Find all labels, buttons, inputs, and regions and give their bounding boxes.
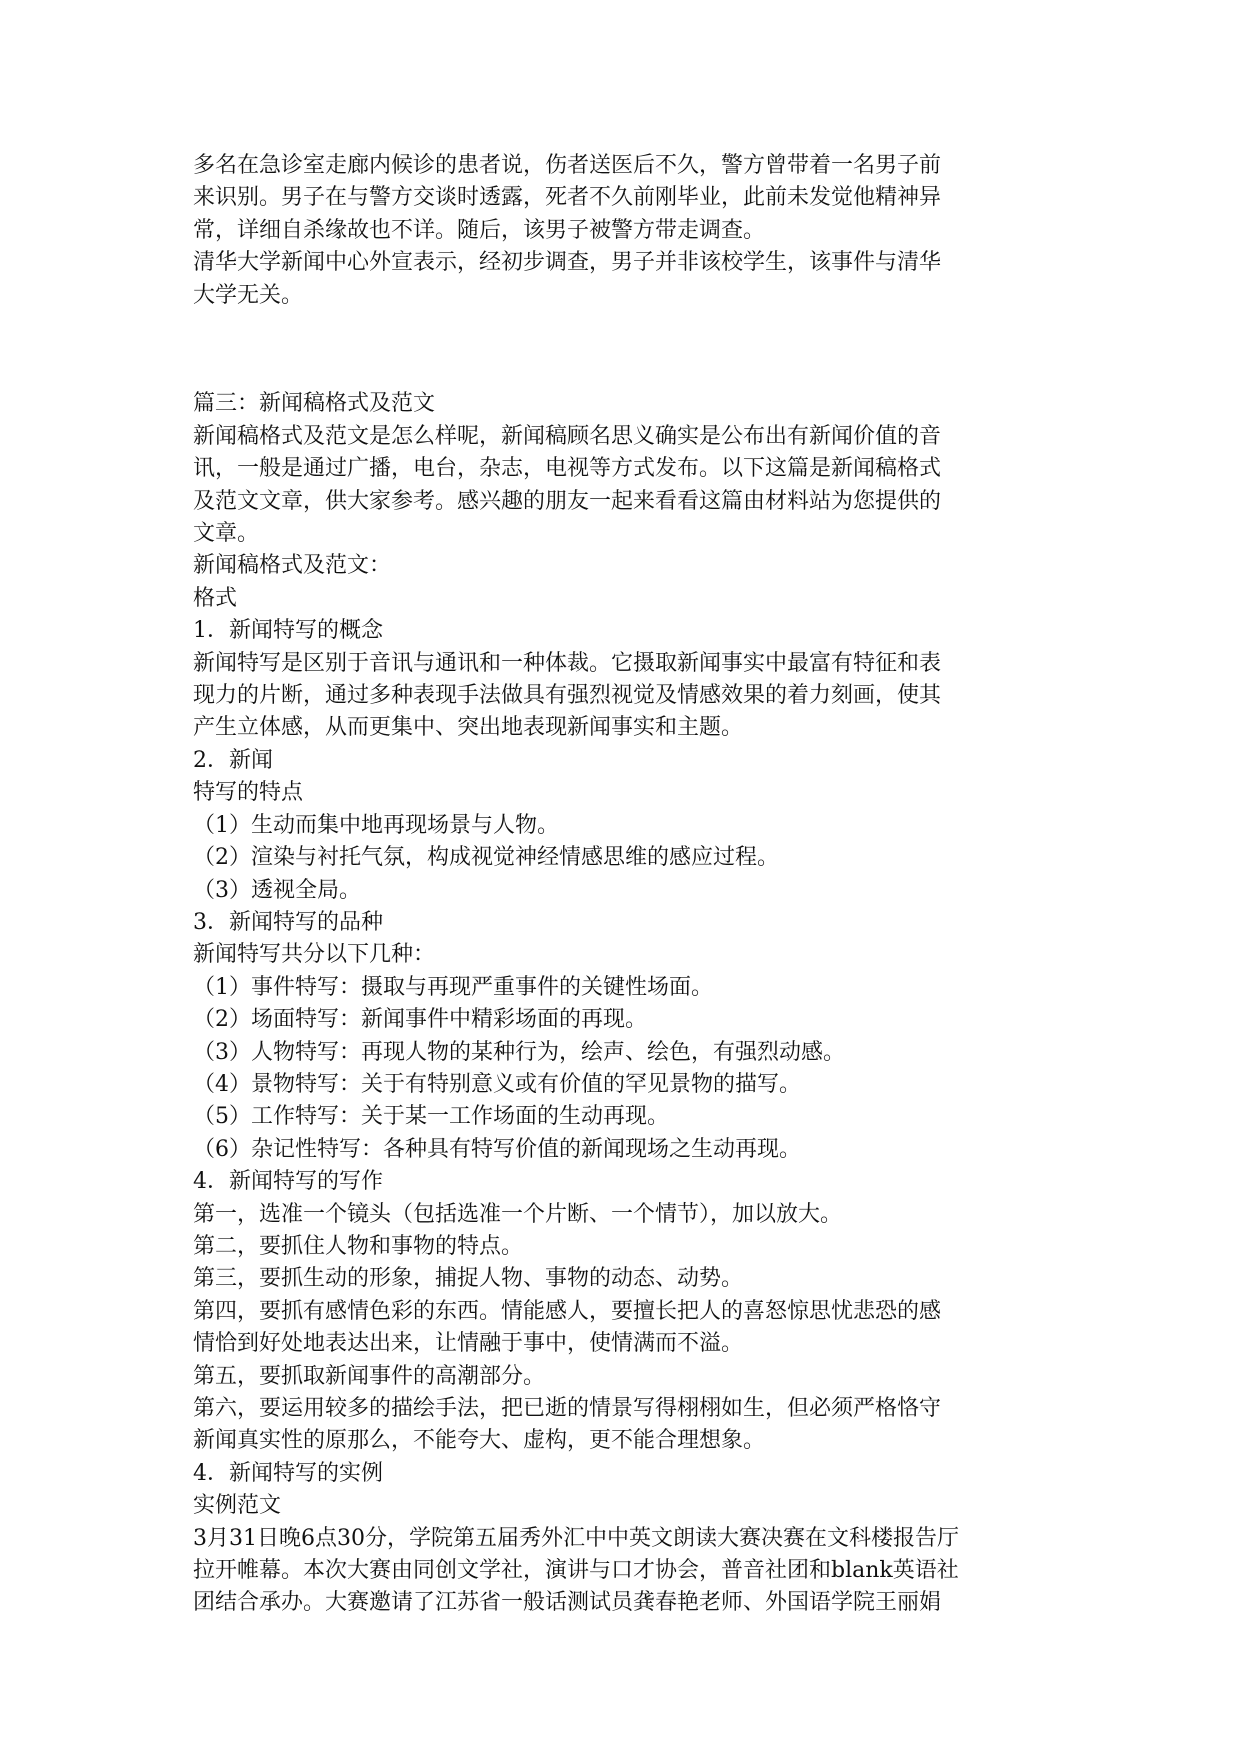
blank-line xyxy=(193,334,1073,366)
text-line: 实例范文 xyxy=(193,1493,282,1519)
text-line: 3．新闻特写的品种 xyxy=(193,909,383,935)
text-line: 第六，要运用较多的描绘手法，把已逝的情景写得栩栩如生，但必须严格恪守 xyxy=(193,1396,942,1422)
text-line: 1．新闻特写的概念 xyxy=(193,618,383,644)
text-line: （1）事件特写：摄取与再现严重事件的关键性场面。 xyxy=(193,974,713,1000)
text-line: 新闻真实性的原那么，不能夸大、虚构，更不能合理想象。 xyxy=(193,1428,766,1454)
text-line: （3）人物特写：再现人物的某种行为，绘声、绘色，有强烈动感。 xyxy=(193,1039,845,1065)
text-line: 第一，选准一个镜头（包括选准一个片断、一个情节），加以放大。 xyxy=(193,1201,843,1227)
text-line: 文章。 xyxy=(193,521,260,547)
text-line: 来识别。男子在与警方交谈时透露，死者不久前刚毕业，此前未发觉他精神异 xyxy=(193,185,942,211)
text-line: 4．新闻特写的实例 xyxy=(193,1460,383,1486)
text-line: 新闻稿格式及范文： xyxy=(193,553,392,579)
text-line: 2．新闻 xyxy=(193,747,273,773)
text-line: （2）渲染与衬托气氛，构成视觉神经情感思维的感应过程。 xyxy=(193,845,779,871)
text-line: 讯，一般是通过广播，电台，杂志，电视等方式发布。以下这篇是新闻稿格式 xyxy=(193,456,942,482)
text-line: 大学无关。 xyxy=(193,282,304,308)
text-line: 第五，要抓取新闻事件的高潮部分。 xyxy=(193,1363,546,1389)
text-line: （1）生动而集中地再现场景与人物。 xyxy=(193,812,559,838)
text-line: 团结合承办。大赛邀请了江苏省一般话测试员龚春艳老师、外国语学院王丽娟 xyxy=(193,1590,942,1616)
document-body xyxy=(193,150,1073,1620)
text-line: （2）场面特写：新闻事件中精彩场面的再现。 xyxy=(193,1007,647,1033)
text-line: 拉开帷幕。本次大赛由同创文学社，演讲与口才协会，普音社团和blank英语社 xyxy=(193,1558,959,1584)
text-line: 4．新闻特写的写作 xyxy=(193,1169,383,1195)
text-line: 格式 xyxy=(193,585,238,611)
text-line: （3）透视全局。 xyxy=(193,877,361,903)
text-line: 多名在急诊室走廊内候诊的患者说，伤者送医后不久，警方曾带着一名男子前 xyxy=(193,153,942,178)
text-line: 新闻特写是区别于音讯与通讯和一种体裁。它摄取新闻事实中最富有特征和表 xyxy=(193,650,942,676)
text-line: 及范文文章，供大家参考。感兴趣的朋友一起来看看这篇由材料站为您提供的 xyxy=(193,488,942,514)
text-line: 情恰到好处地表达出来，让情融于事中，使情满而不溢。 xyxy=(193,1331,744,1357)
text-line: 3月31日晚6点30分，学院第五届秀外汇中中英文朗读大赛决赛在文科楼报告厅 xyxy=(193,1525,959,1551)
text-line: 第四，要抓有感情色彩的东西。情能感人，要擅长把人的喜怒惊思忧悲恐的感 xyxy=(193,1298,942,1324)
text-line: 第三，要抓生动的形象，捕捉人物、事物的动态、动势。 xyxy=(193,1266,744,1292)
text-line: 产生立体感，从而更集中、突出地表现新闻事实和主题。 xyxy=(193,715,744,741)
text-line: （4）景物特写：关于有特别意义或有价值的罕见景物的描写。 xyxy=(193,1071,801,1097)
text-line: （5）工作特写：关于某一工作场面的生动再现。 xyxy=(193,1104,669,1130)
text-line: 新闻特写共分以下几种： xyxy=(193,942,436,968)
text-line: 新闻稿格式及范文是怎么样呢，新闻稿顾名思义确实是公布出有新闻价值的音 xyxy=(193,423,942,449)
text-line: （6）杂记性特写：各种具有特写价值的新闻现场之生动再现。 xyxy=(193,1136,801,1162)
text-line: 清华大学新闻中心外宣表示，经初步调查，男子并非该校学生，该事件与清华 xyxy=(193,250,942,276)
text-line: 篇三：新闻稿格式及范文 xyxy=(193,391,436,417)
text-line: 常，详细自杀缘故也不详。随后，该男子被警方带走调查。 xyxy=(193,217,766,243)
text-line: 现力的片断，通过多种表现手法做具有强烈视觉及情感效果的着力刻画，使其 xyxy=(193,683,942,709)
text-line: 第二，要抓住人物和事物的特点。 xyxy=(193,1233,524,1259)
text-line: 特写的特点 xyxy=(193,780,304,806)
